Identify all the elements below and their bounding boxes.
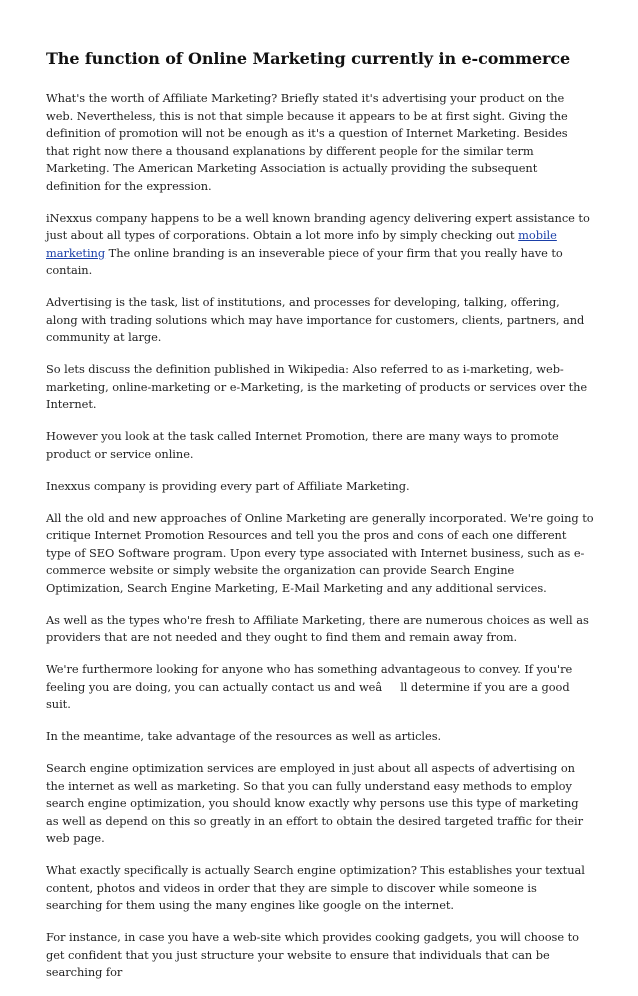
paragraph-text: The online branding is an inseverable piece of your firm that you really have to contain. (46, 245, 563, 277)
document-title: The function of Online Marketing currently in e-commerce (46, 49, 571, 68)
paragraph: What exactly specifically is actually Search engine optimization? This establishes your textual content, photos and videos in order that they are simple to discover while someone is searching for them using the many engines like google on the internet. (46, 863, 585, 912)
paragraph: However you look at the task called Internet Promotion, there are many ways to promote product or service online. (46, 429, 559, 461)
paragraph: So lets discuss the definition published in Wikipedia: Also referred to as i-marketing, web-marketing, online-marketing or e-Marketing, is the marketing of products or services over the Internet. (46, 362, 588, 411)
paragraph: We're furthermore looking for anyone who has something advantageous to convey. If you're feeling you are doing, you can actually contact us and weâll determine if you are a good suit. (46, 662, 573, 711)
document-page (46, 48, 594, 996)
paragraph: In the meantime, take advantage of the resources as well as articles. (46, 729, 442, 743)
paragraph: As well as the types who're fresh to Affiliate Marketing, there are numerous choices as well as providers that are not needed and they ought to find them and remain away from. (46, 612, 589, 644)
paragraph: What's the worth of Affiliate Marketing? Briefly stated it's advertising your product on the web. Nevertheless, this is not that simple because it appears to be at first sight. Giving the definition of promotion will not be enough as it's a question of Internet Marketing. Besides that right now there a thousand explanations by different people for the similar term Marketing. The American Marketing Association is actually providing the subsequent definition for the expression. (46, 91, 568, 193)
paragraph: For instance, in case you have a web-site which provides cooking gadgets, you will choose to get confident that you just structure your website to ensure that individuals that can be searching for (46, 930, 579, 979)
mobile-marketing-link[interactable]: mobile marketing (46, 228, 557, 260)
paragraph: Search engine optimization services are employed in just about all aspects of advertising on the internet as well as marketing. So that you can fully understand easy methods to employ search engine optimization, you should know exactly why persons use this type of marketing as well as depend on this so greatly in an effort to obtain the desired targeted traffic for their web page. (46, 761, 583, 845)
paragraph: All the old and new approaches of Online Marketing are generally incorporated. We're going to critique Internet Promotion Resources and tell you the pros and cons of each one different type of SEO Software program. Upon every type associated with Internet business, such as e-commerce website or simply website the organization can provide Search Engine Optimization, Search Engine Marketing, E-Mail Marketing and any additional services. (46, 510, 594, 595)
paragraph: Inexxus company is providing every part of Affiliate Marketing. (46, 478, 410, 493)
paragraph (46, 210, 594, 280)
paragraph: Advertising is the task, list of institutions, and processes for developing, talking, offering, along with trading solutions which may have importance for customers, clients, partners, and community at large. (46, 295, 585, 344)
paragraph-text: iNexxus company happens to be a well known branding agency delivering expert assistance to just about all types of corporations. Obtain a lot more info by simply checking out (46, 210, 590, 242)
